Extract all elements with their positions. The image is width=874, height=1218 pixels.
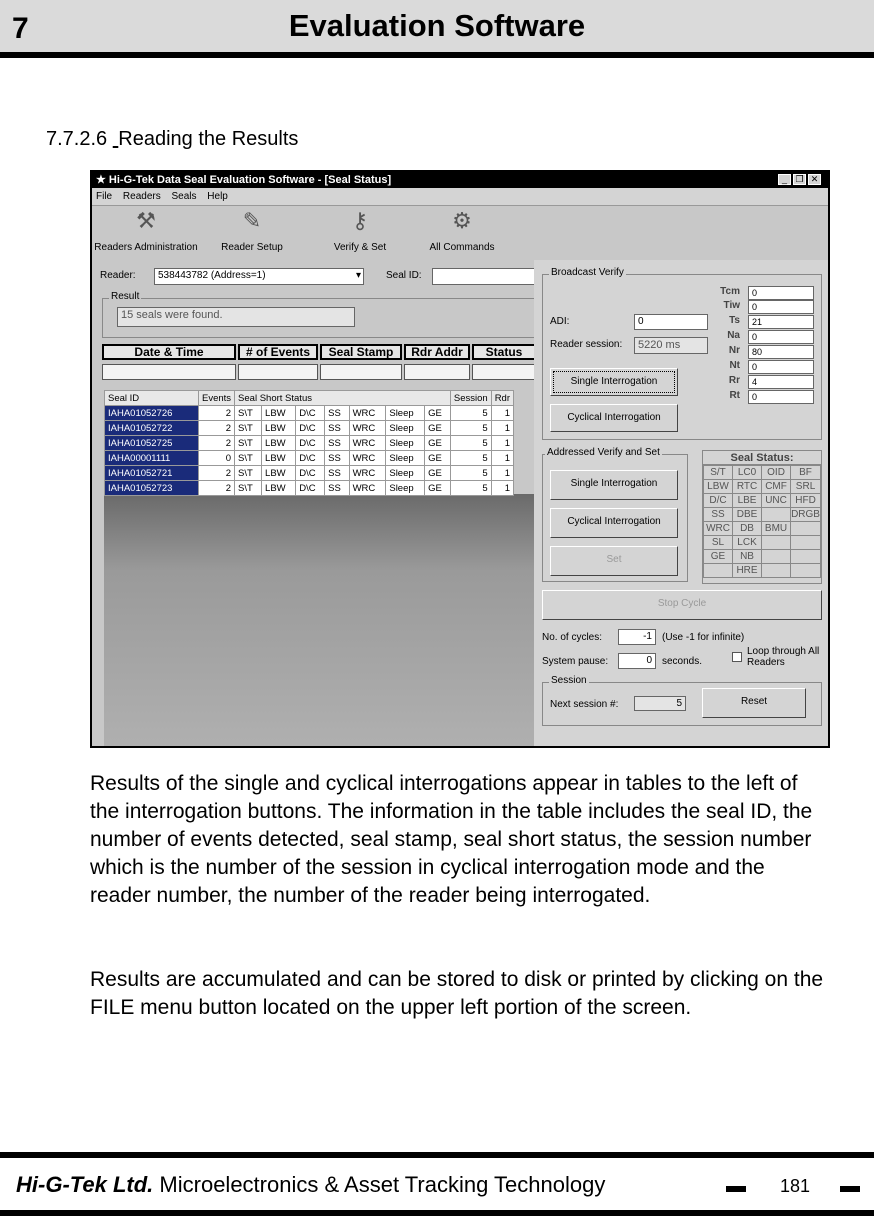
reader-session-label: Reader session: — [550, 339, 623, 350]
reader-select[interactable]: 538443782 (Address=1) ▾ — [154, 268, 364, 285]
app-screenshot — [90, 170, 830, 748]
toolbar-readers-admin[interactable]: ⚒ Readers Administration — [94, 208, 198, 253]
col-events[interactable]: # of Events — [238, 344, 318, 360]
footer-company: Hi-G-Tek Ltd. — [16, 1172, 154, 1197]
broadcast-cyclical-button[interactable]: Cyclical Interrogation — [550, 404, 678, 432]
col-date-time[interactable]: Date & Time — [102, 344, 236, 360]
loop-checkbox[interactable] — [732, 652, 742, 662]
reader-session-value: 5220 ms — [634, 337, 708, 354]
param-nr-label: Nr — [728, 345, 740, 356]
table-row[interactable]: IAHA01052723 2 S\T LBW D\C SS WRC Sleep GE 5 1 — [105, 481, 514, 496]
pause-input[interactable]: 0 — [618, 653, 656, 669]
seal-grid — [104, 390, 514, 496]
chapter-number: 7 — [12, 12, 29, 45]
seal-status-title: Seal Status: — [703, 451, 821, 465]
cycles-input[interactable]: -1 — [618, 629, 656, 645]
footer-dash — [726, 1186, 746, 1192]
next-session-value: 5 — [634, 696, 686, 711]
col-seal-stamp[interactable]: Seal Stamp — [320, 344, 402, 360]
reset-button[interactable]: Reset — [702, 688, 806, 718]
menu-readers[interactable]: Readers — [122, 191, 161, 202]
loop-label: Loop through All Readers — [747, 646, 820, 668]
table-row[interactable]: IAHA00001111 0 S\T LBW D\C SS WRC Sleep GE 5 1 — [105, 451, 514, 466]
next-session-label: Next session #: — [550, 699, 619, 710]
chapter-title: Evaluation Software — [288, 8, 586, 43]
param-rr-input[interactable]: 4 — [748, 375, 814, 389]
table-row[interactable]: IAHA01052726 2 S\T LBW D\C SS WRC Sleep GE 5 1 — [105, 406, 514, 421]
toolbar-verify-set[interactable]: ⚷ Verify & Set — [333, 208, 387, 253]
minimize-icon[interactable]: _ — [778, 174, 791, 185]
pause-label: System pause: — [542, 656, 609, 667]
grid-col-events[interactable]: Events — [199, 391, 235, 406]
addressed-verify-group: Addressed Verify and Set — [542, 454, 688, 582]
param-rr-label: Rr — [728, 375, 740, 386]
close-icon[interactable]: ✕ — [808, 174, 821, 185]
col-status[interactable]: Status — [472, 344, 536, 360]
commands-icon: ⚙ — [452, 208, 472, 233]
footer-tagline: Microelectronics & Asset Tracking Technology — [159, 1172, 606, 1197]
footer-dash — [840, 1186, 860, 1192]
param-ts-input[interactable]: 21 — [748, 315, 814, 329]
restore-icon[interactable]: ❐ — [793, 174, 806, 185]
col-rdr-addr[interactable]: Rdr Addr — [404, 344, 470, 360]
param-nr-input[interactable]: 80 — [748, 345, 814, 359]
seal-status-panel — [702, 450, 822, 584]
grid-col-rdr[interactable]: Rdr — [491, 391, 513, 406]
session-group: Session — [542, 682, 822, 726]
grid-col-session[interactable]: Session — [450, 391, 491, 406]
param-tcm-label: Tcm — [720, 286, 740, 297]
stop-cycle-button[interactable]: Stop Cycle — [542, 590, 822, 620]
result-text: 15 seals were found. — [117, 307, 355, 327]
table-row[interactable]: IAHA01052725 2 S\T LBW D\C SS WRC Sleep GE 5 1 — [105, 436, 514, 451]
grid-col-seal-id[interactable]: Seal ID — [105, 391, 199, 406]
pause-unit: seconds. — [662, 656, 703, 667]
app-title: Hi-G-Tek Data Seal Evaluation Software - [Seal Status] — [108, 174, 392, 186]
table-row[interactable]: IAHA01052721 2 S\T LBW D\C SS WRC Sleep GE 5 1 — [105, 466, 514, 481]
seal-id-label: Seal ID: — [386, 270, 422, 281]
seal-status-table: S/T LC0 OID BF LBW RTC CMF SRL D/C LBE UNC HFD SS DBE DRGB WRC DB BMU SL LCK GE NB HRE — [703, 465, 821, 578]
page-header — [0, 0, 874, 58]
addressed-single-button[interactable]: Single Interrogation — [550, 470, 678, 500]
menu-file[interactable]: File — [96, 191, 113, 202]
adi-input[interactable]: 0 — [634, 314, 708, 330]
param-tiw-input[interactable]: 0 — [748, 300, 814, 314]
param-na-label: Na — [727, 330, 740, 341]
page-number: 181 — [780, 1176, 811, 1196]
param-rt-label: Rt — [729, 390, 740, 401]
dropdown-icon: ▾ — [355, 270, 361, 281]
param-nt-input[interactable]: 0 — [748, 360, 814, 374]
seal-id-input[interactable] — [432, 268, 536, 285]
footer-text — [16, 1172, 605, 1198]
param-nt-label: Nt — [729, 360, 740, 371]
param-ts-label: Ts — [729, 315, 740, 326]
broadcast-single-button[interactable]: Single Interrogation — [550, 368, 678, 396]
key-icon: ⚷ — [351, 208, 369, 233]
body-paragraph-1: Results of the single and cyclical interrogations appear in tables to the left of the interrogation buttons. The information in the table includes the seal ID, the number of events detected, seal stamp, seal short status, the session number which is the number of the session in cyclical interrogation mode and the reader number, the number of the reader being interrogated. — [90, 772, 813, 907]
broadcast-verify-group: Broadcast Verify — [542, 274, 822, 440]
param-na-input[interactable]: 0 — [748, 330, 814, 344]
body-paragraph-2: Results are accumulated and can be stored to disk or printed by clicking on the FILE menu button located on the upper left portion of the screen. — [90, 968, 824, 1019]
result-table-row — [102, 364, 536, 382]
param-tcm-input[interactable]: 0 — [748, 286, 814, 300]
app-title-bar: ★ Hi-G-Tek Data Seal Evaluation Software - [Seal Status] — [92, 172, 828, 188]
addressed-cyclical-button[interactable]: Cyclical Interrogation — [550, 508, 678, 538]
menu-bar — [92, 188, 828, 206]
menu-help[interactable]: Help — [207, 191, 228, 202]
table-row[interactable]: IAHA01052722 2 S\T LBW D\C SS WRC Sleep GE 5 1 — [105, 421, 514, 436]
reader-icon: ✎ — [242, 208, 262, 233]
footer-rule — [0, 1152, 874, 1158]
adi-label: ADI: — [550, 316, 570, 327]
tools-icon: ⚒ — [136, 208, 156, 233]
cycles-label: No. of cycles: — [542, 632, 603, 643]
grid-background — [104, 494, 534, 748]
param-tiw-label: Tiw — [723, 300, 740, 311]
param-rt-input[interactable]: 0 — [748, 390, 814, 404]
toolbar-all-commands[interactable]: ⚙ All Commands — [429, 208, 495, 253]
result-table-header — [102, 344, 536, 362]
toolbar-reader-setup[interactable]: ✎ Reader Setup — [221, 208, 283, 253]
menu-seals[interactable]: Seals — [171, 191, 197, 202]
section-heading — [46, 128, 298, 151]
result-group: Result 15 seals were found. — [102, 298, 536, 338]
reader-label: Reader: — [100, 270, 136, 281]
section-title: Reading the Results — [118, 128, 299, 150]
footer-bottom-rule — [0, 1210, 874, 1216]
grid-col-short-status[interactable]: Seal Short Status — [235, 391, 451, 406]
cycles-hint: (Use -1 for infinite) — [662, 632, 745, 643]
section-number: 7.7.2.6 — [46, 128, 108, 150]
set-button[interactable]: Set — [550, 546, 678, 576]
